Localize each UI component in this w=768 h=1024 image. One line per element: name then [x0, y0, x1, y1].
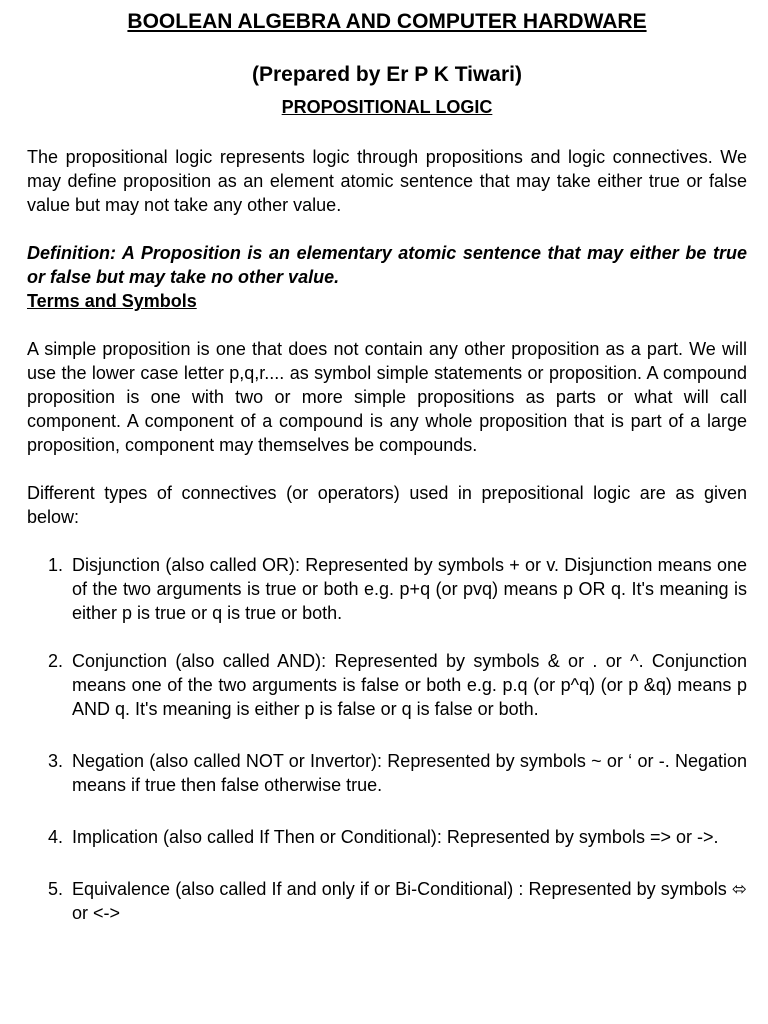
terms-heading: Terms and Symbols: [27, 291, 197, 311]
connective-item-disjunction: [27, 553, 747, 625]
list-number: 2.: [48, 651, 64, 671]
connective-text: Disjunction (also called OR): Represented by symbols + or v. Disjunction means one of the two arguments is true or both e.g. p+q (or pvq) means p OR q. It's meaning is either p is true or q is true or both.: [72, 555, 747, 623]
connective-text: Equivalence (also called If and only if or Bi-Conditional) : Represented by symbols ⬄ or <->: [72, 879, 747, 923]
document-title: BOOLEAN ALGEBRA AND COMPUTER HARDWARE: [127, 10, 647, 33]
document-subtitle: (Prepared by Er P K Tiwari): [252, 63, 522, 86]
connective-item-implication: [27, 825, 747, 849]
simple-proposition-paragraph: A simple proposition is one that does not contain any other proposition as a part. We will use the lower case letter p,q,r.... as symbol simple statements or proposition. A compound proposition is one with two or more simple propositions as parts or what will call component. A component of a compound is any whole proposition that is part of a large proposition, component may themselves be compounds.: [27, 339, 747, 455]
intro-paragraph: The propositional logic represents logic through propositions and logic connectives. We may define proposition as an element atomic sentence that may take either true or false value but may not take any other value.: [27, 147, 747, 215]
section-heading: PROPOSITIONAL LOGIC: [281, 97, 493, 117]
connective-text: Implication (also called If Then or Conditional): Represented by symbols => or ->.: [72, 827, 719, 847]
connective-item-equivalence: [27, 877, 747, 925]
list-number: 1.: [48, 555, 64, 575]
connectives-list: [27, 553, 747, 925]
connective-types-paragraph: Different types of connectives (or operators) used in prepositional logic are as given below:: [27, 483, 747, 527]
connective-text: Negation (also called NOT or Invertor): Represented by symbols ~ or ‘ or -. Negation means if true then false otherwise true.: [72, 751, 747, 795]
connective-item-negation: [27, 749, 747, 797]
connective-text: Conjunction (also called AND): Represented by symbols & or . or ^. Conjunction means one of the two arguments is false or both e.g. p.q (or p^q) (or p &q) means p AND q. It's meaning is either p is false or q is false or both.: [72, 651, 747, 719]
definition-paragraph: Definition: A Proposition is an elementary atomic sentence that may either be true or false but may take no other value.: [27, 243, 747, 287]
list-number: 3.: [48, 751, 64, 771]
connective-item-conjunction: [27, 649, 747, 721]
list-number: 4.: [48, 827, 64, 847]
list-number: 5.: [48, 879, 64, 899]
document-page: [27, 8, 747, 925]
